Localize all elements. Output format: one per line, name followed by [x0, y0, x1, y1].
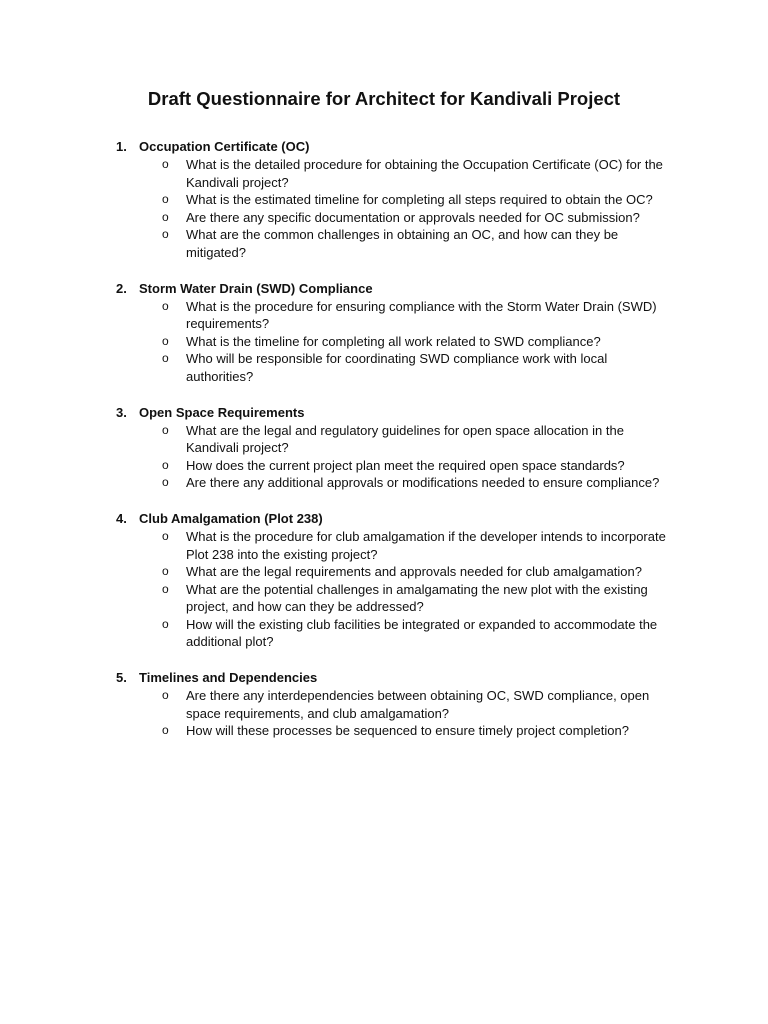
section-title: Open Space Requirements [139, 404, 305, 420]
document-title: Draft Questionnaire for Architect for Kandivali Project [147, 88, 621, 109]
question-item [0, 422, 674, 457]
section-heading [0, 280, 768, 298]
bullet-icon: o [162, 227, 169, 242]
section-4 [0, 510, 768, 651]
question-list [0, 298, 768, 386]
bullet-icon: o [162, 564, 169, 579]
question-item [0, 616, 674, 651]
question-item [0, 191, 674, 209]
section-2 [0, 280, 768, 386]
bullet-icon: o [162, 723, 169, 738]
question-text: What is the procedure for ensuring compliance with the Storm Water Drain (SWD) requirements? [186, 298, 657, 332]
question-list [0, 422, 768, 492]
question-item [0, 722, 674, 740]
question-text: Are there any specific documentation or approvals needed for OC submission? [186, 209, 640, 225]
section-heading [0, 669, 768, 687]
question-text: What are the legal and regulatory guidelines for open space allocation in the Kandivali project? [186, 422, 624, 456]
section-number: 5. [116, 670, 127, 686]
bullet-icon: o [162, 351, 169, 366]
question-text: Are there any additional approvals or modifications needed to ensure compliance? [186, 475, 660, 491]
section-title: Timelines and Dependencies [139, 670, 318, 686]
question-text: What are the potential challenges in amalgamating the new plot with the existing project, and how can they be addressed? [186, 581, 648, 615]
question-item [0, 528, 674, 563]
question-text: How will these processes be sequenced to ensure timely project completion? [186, 723, 629, 739]
question-item [0, 474, 674, 492]
section-number: 1. [116, 139, 127, 154]
question-item [0, 298, 674, 333]
question-item [0, 457, 674, 475]
section-1 [0, 138, 768, 262]
section-number: 2. [116, 280, 127, 296]
bullet-icon: o [162, 298, 169, 313]
bullet-icon: o [162, 209, 169, 224]
question-item [0, 156, 674, 191]
bullet-icon: o [162, 333, 169, 348]
bullet-icon: o [162, 581, 169, 596]
section-number: 3. [116, 404, 127, 420]
question-list [0, 687, 768, 740]
question-item [0, 226, 674, 261]
question-list [0, 156, 768, 262]
question-text: What is the estimated timeline for completing all steps required to obtain the OC? [186, 192, 653, 208]
section-title: Occupation Certificate (OC) [139, 139, 310, 154]
bullet-icon: o [162, 422, 169, 437]
section-heading [0, 138, 768, 156]
section-5 [0, 669, 768, 740]
section-heading [0, 510, 768, 528]
section-3 [0, 404, 768, 492]
section-title: Club Amalgamation (Plot 238) [139, 510, 323, 526]
question-item [0, 563, 674, 581]
question-text: How will the existing club facilities be integrated or expanded to accommodate the additional plot? [186, 616, 658, 650]
section-heading [0, 404, 768, 422]
question-item [0, 333, 674, 351]
section-list [0, 138, 768, 758]
question-list [0, 528, 768, 651]
section-number: 4. [116, 510, 127, 526]
question-text: What is the detailed procedure for obtaining the Occupation Certificate (OC) for the Kandivali project? [186, 157, 663, 190]
bullet-icon: o [162, 192, 169, 207]
question-text: What are the common challenges in obtaining an OC, and how can they be mitigated? [186, 227, 619, 260]
question-text: What is the procedure for club amalgamation if the developer intends to incorporate Plot 238 into the existing project? [186, 528, 666, 562]
bullet-icon: o [162, 157, 169, 171]
section-title: Storm Water Drain (SWD) Compliance [139, 280, 373, 296]
question-text: What is the timeline for completing all work related to SWD compliance? [186, 333, 601, 349]
bullet-icon: o [162, 457, 169, 472]
question-item [0, 209, 674, 227]
bullet-icon: o [162, 616, 169, 631]
question-text: What are the legal requirements and approvals needed for club amalgamation? [186, 564, 642, 580]
question-item [0, 687, 674, 722]
bullet-icon: o [162, 528, 169, 543]
bullet-icon: o [162, 688, 169, 703]
question-text: How does the current project plan meet the required open space standards? [186, 457, 625, 473]
question-text: Who will be responsible for coordinating SWD compliance work with local authorities? [186, 351, 608, 384]
question-item [0, 581, 674, 616]
question-item [0, 350, 674, 385]
question-text: Are there any interdependencies between obtaining OC, SWD compliance, open space requirements, and club amalgamation? [186, 688, 650, 721]
bullet-icon: o [162, 475, 169, 490]
